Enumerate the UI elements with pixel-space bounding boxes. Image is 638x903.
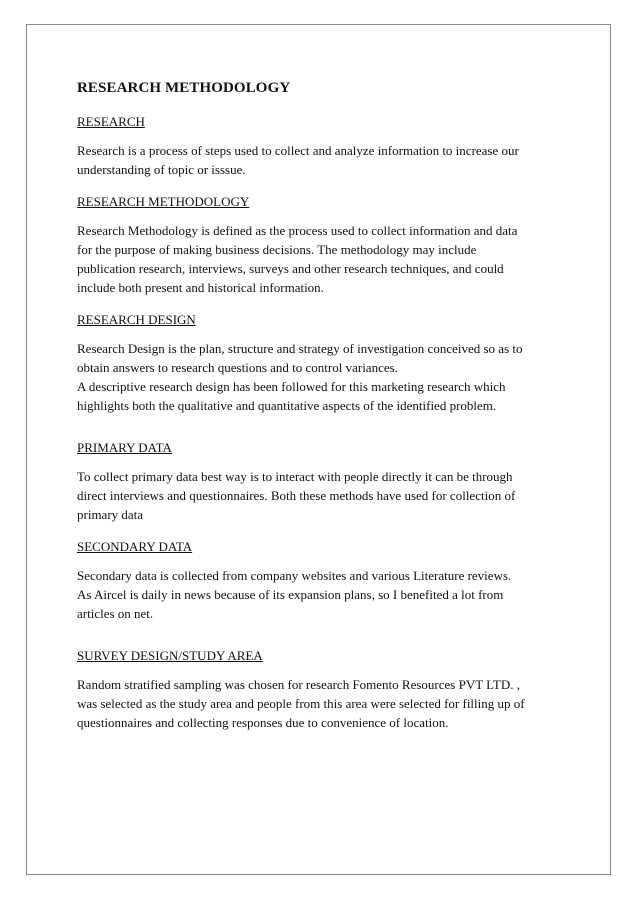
paragraph-line: direct interviews and questionnaires. Both these methods have used for collection of xyxy=(77,488,516,503)
paragraph-line: As Aircel is daily in news because of its expansion plans, so I benefited a lot from xyxy=(77,587,504,602)
paragraph-line: Random stratified sampling was chosen for research Fomento Resources PVT LTD. , xyxy=(77,677,520,692)
section-paragraph-secondary-data xyxy=(77,566,577,623)
section-heading-secondary-data: SECONDARY DATA xyxy=(77,539,193,554)
paragraph-line: primary data xyxy=(77,507,144,522)
paragraph-line: Secondary data is collected from company websites and various Literature reviews. xyxy=(77,568,512,583)
paragraph-line: obtain answers to research questions and to control variances. xyxy=(77,360,398,375)
paragraph-line: Research Methodology is defined as the process used to collect information and data xyxy=(77,223,518,238)
paragraph-line: Research Design is the plan, structure and strategy of investigation conceived so as to xyxy=(77,341,523,356)
paragraph-line: for the purpose of making business decisions. The methodology may include xyxy=(77,242,477,257)
document-title: RESEARCH METHODOLOGY xyxy=(77,80,291,96)
section-heading-research-design: RESEARCH DESIGN xyxy=(77,312,196,327)
section-heading-research-methodology: RESEARCH METHODOLOGY xyxy=(77,194,250,209)
paragraph-line: To collect primary data best way is to interact with people directly it can be through xyxy=(77,469,513,484)
document-body xyxy=(77,78,577,732)
paragraph-line: questionnaires and collecting responses due to convenience of location. xyxy=(77,715,449,730)
paragraph-line: highlights both the qualitative and quantitative aspects of the identified problem. xyxy=(77,398,497,413)
paragraph-line: was selected as the study area and people from this area were selected for filling up of xyxy=(77,696,525,711)
paragraph-line: include both present and historical information. xyxy=(77,280,324,295)
paragraph-line: understanding of topic or isssue. xyxy=(77,162,246,177)
section-heading-survey-design: SURVEY DESIGN/STUDY AREA xyxy=(77,648,263,663)
section-paragraph-primary-data xyxy=(77,467,577,524)
section-paragraph-research-methodology xyxy=(77,221,577,297)
paragraph-line: publication research, interviews, surveys and other research techniques, and could xyxy=(77,261,504,276)
section-paragraph-survey-design xyxy=(77,675,577,732)
section-paragraph-research-design xyxy=(77,339,577,415)
paragraph-line: A descriptive research design has been followed for this marketing research which xyxy=(77,379,506,394)
section-heading-research: RESEARCH xyxy=(77,114,145,129)
paragraph-line: Research is a process of steps used to collect and analyze information to increase our xyxy=(77,143,519,158)
section-heading-primary-data: PRIMARY DATA xyxy=(77,440,172,455)
section-paragraph-research xyxy=(77,141,577,179)
paragraph-line: articles on net. xyxy=(77,606,154,621)
